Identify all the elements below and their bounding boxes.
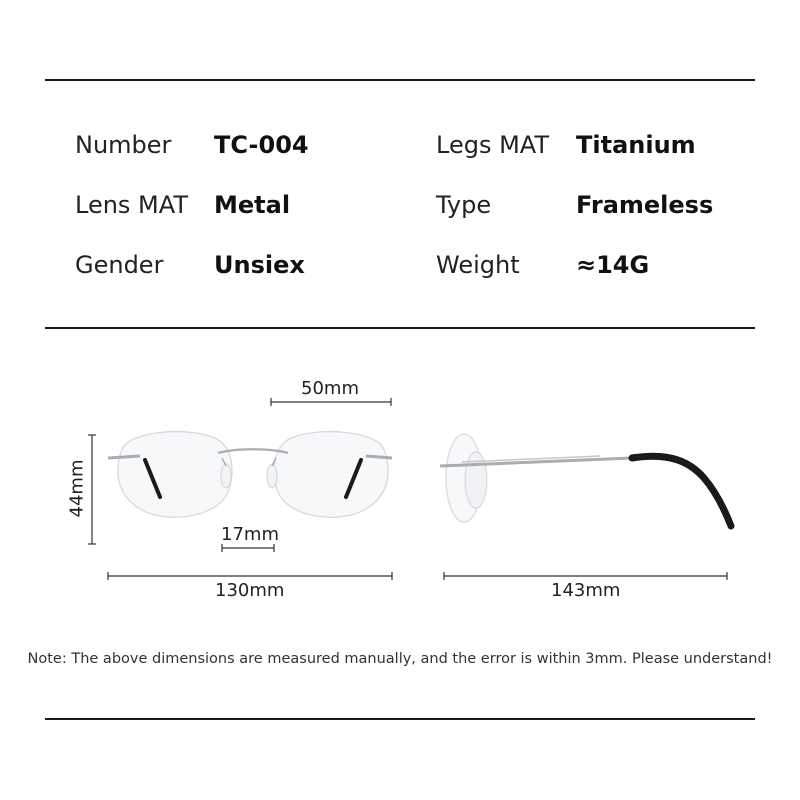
right-lens [274,432,388,518]
gender-label: Gender [75,251,164,279]
frame-width-dimension-line [108,572,392,580]
bridge-dimension-line [222,544,274,552]
frame-width-label: 130mm [215,580,285,601]
type-label: Type [436,191,492,219]
number-value: TC-004 [214,131,309,159]
right-endpiece [366,456,392,458]
lens-width-label: 50mm [301,378,359,399]
lens-width-dimension-line [271,398,391,406]
legs-mat-value: Titanium [576,131,696,159]
left-nose-pad [221,464,231,488]
weight-value: ≈14G [576,251,650,279]
lens-mat-label: Lens MAT [75,191,188,219]
lens-height-label: 44mm [66,459,88,518]
type-value: Frameless [576,191,714,219]
temple-length-label: 143mm [551,580,621,601]
lens-mat-value: Metal [214,191,291,219]
side-view-glasses [440,434,731,526]
left-endpiece [108,456,140,458]
left-lens [118,432,232,518]
side-temple-tip [632,456,731,526]
lens-height-dimension-line [88,435,96,544]
front-view-glasses [108,432,392,518]
weight-label: Weight [436,251,520,279]
number-label: Number [75,131,172,159]
measurement-note: Note: The above dimensions are measured manually, and the error is within 3mm. Please understand! [27,651,773,667]
temple-length-dimension-line [444,572,727,580]
bottom-divider [45,718,755,720]
gender-value: Unsiex [214,251,305,279]
bridge-label: 17mm [221,524,279,545]
legs-mat-label: Legs MAT [436,131,550,159]
right-nose-pad [267,464,277,488]
